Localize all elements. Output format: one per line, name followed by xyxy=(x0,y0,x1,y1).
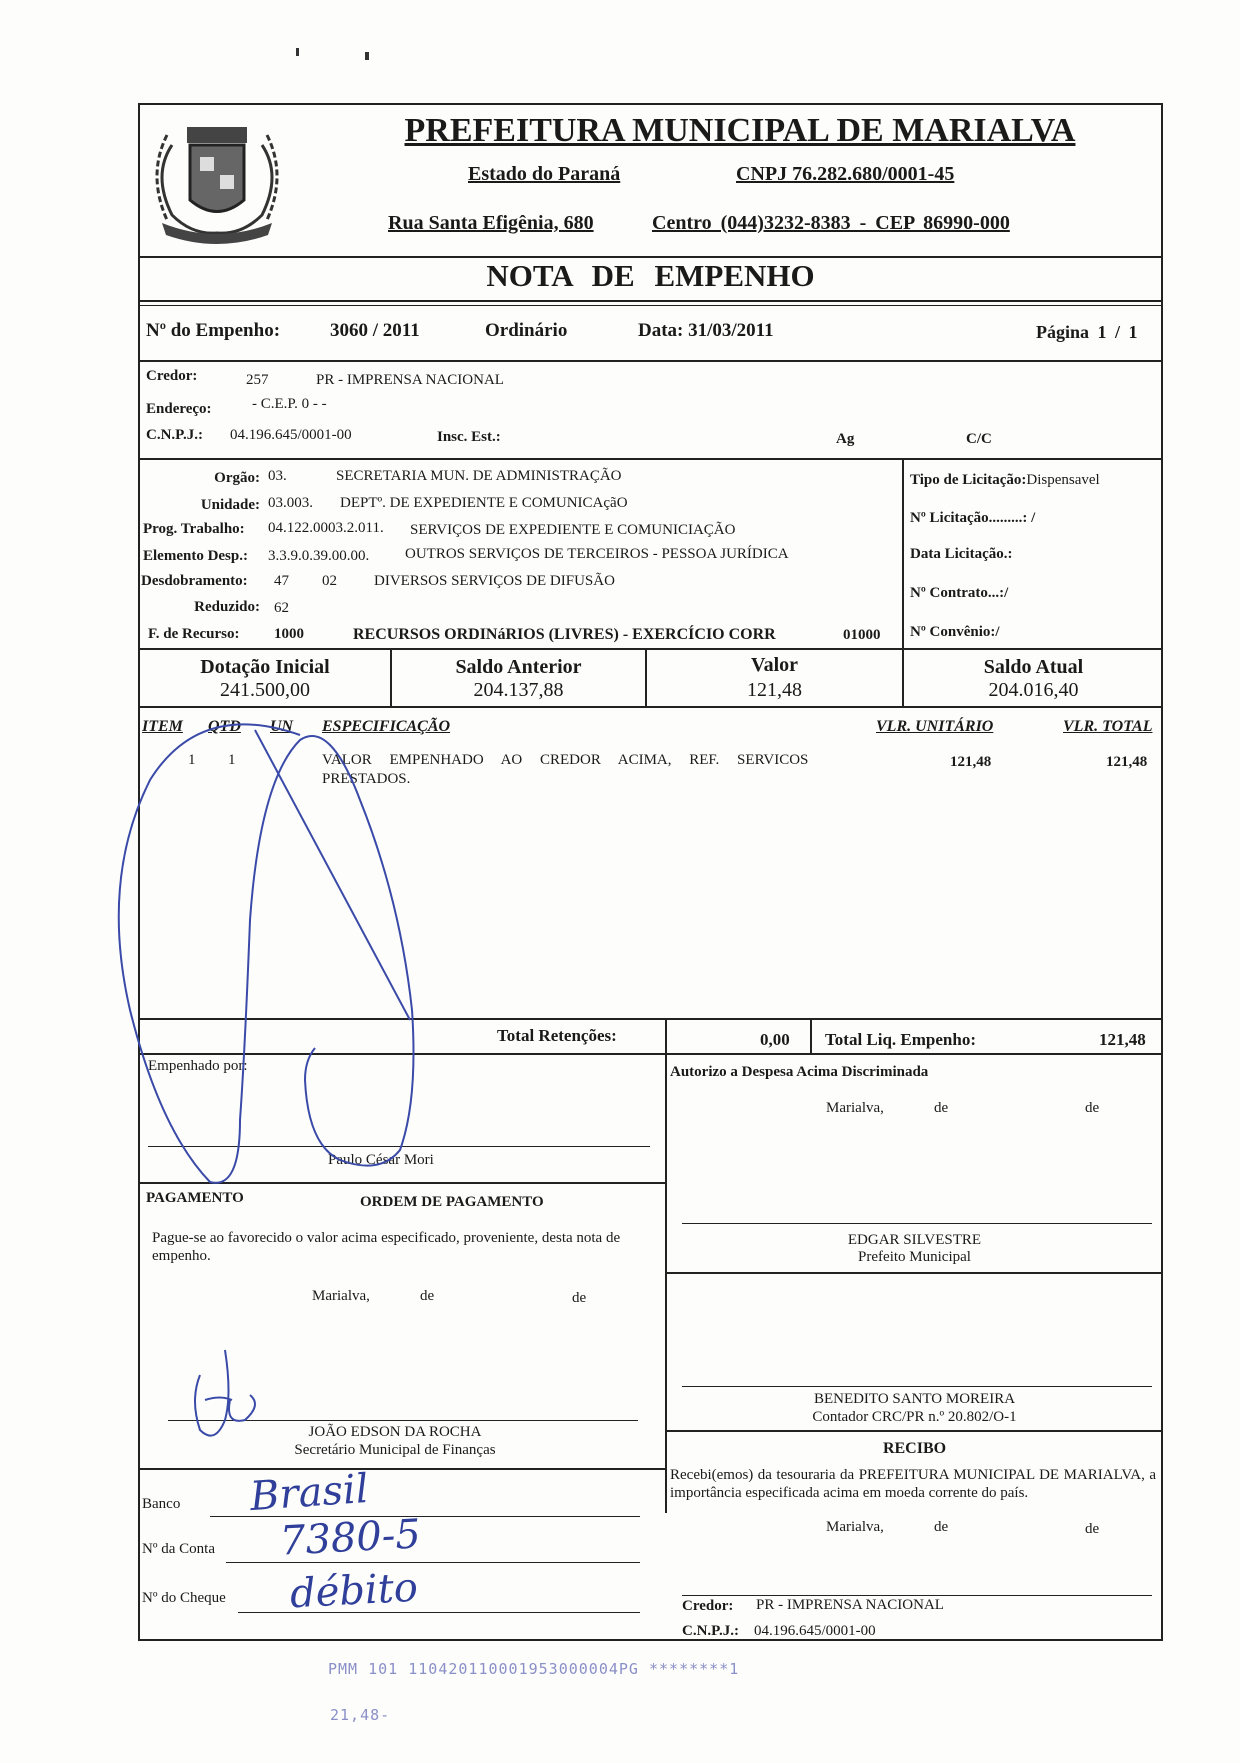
saldo-anterior-value: 204.137,88 xyxy=(473,679,564,701)
pagamento-de1: de xyxy=(420,1288,435,1304)
paulo-signature-loop xyxy=(119,724,414,1182)
desdobramento-label: Desdobramento: xyxy=(141,573,248,589)
recurso-label: F. de Recurso: xyxy=(148,626,240,642)
reduzido-label: Reduzido: xyxy=(194,599,260,615)
row-spec-line1: VALOR EMPENHADO AO CREDOR ACIMA, REF. SERVICOS xyxy=(322,752,809,768)
empenho-type: Ordinário xyxy=(485,320,568,341)
unidade-label: Unidade: xyxy=(200,497,260,513)
pagamento-place: Marialva, xyxy=(312,1288,370,1304)
prefeito-name: EDGAR SILVESTRE xyxy=(847,1232,982,1248)
address: Rua Santa Efigênia, 680 xyxy=(388,212,594,234)
elemento-code: 3.3.9.0.39.00.00. xyxy=(268,548,370,564)
prog-code: 04.122.0003.2.011. xyxy=(268,520,384,536)
retencoes-value: 0,00 xyxy=(760,1030,790,1049)
banco-handwritten: Brasil xyxy=(248,1465,370,1521)
recibo-cnpj: 04.196.645/0001-00 xyxy=(754,1623,876,1639)
licitacao-date: Data Licitação.: xyxy=(910,546,1013,562)
elemento-label: Elemento Desp.: xyxy=(143,548,248,564)
convenio-number: Nº Convênio:/ xyxy=(910,624,1000,640)
retencoes-label: Total Retenções: xyxy=(497,1026,617,1045)
col-header-vlr-total: VLR. TOTAL xyxy=(1063,718,1153,735)
doc-title: NOTA DE EMPENHO xyxy=(486,258,815,293)
licitacao-number: Nº Licitação.........: / xyxy=(910,510,1036,526)
unidade: DEPTº. DE EXPEDIENTE E COMUNICAçãO xyxy=(340,495,628,511)
cnpj-label: C.N.P.J.: xyxy=(146,427,203,443)
col-header-un: UN xyxy=(270,718,294,735)
credor-cnpj: 04.196.645/0001-00 xyxy=(230,427,352,443)
liquido-value: 121,48 xyxy=(1099,1030,1146,1049)
pagamento-text: Pague-se ao favorecido o valor acima especificado, proveniente, desta nota de empenho. xyxy=(152,1230,621,1264)
endereco-label: Endereço: xyxy=(146,401,212,417)
cheque-handwritten: débito xyxy=(288,1564,419,1618)
contrato-number: Nº Contrato...:/ xyxy=(910,585,1009,601)
contador-role: Contador CRC/PR n.º 20.802/O-1 xyxy=(812,1409,1017,1425)
empenhado-label: Empenhado por: xyxy=(148,1058,248,1074)
ordem-pagamento-label: ORDEM DE PAGAMENTO xyxy=(360,1194,544,1210)
row-qtd: 1 xyxy=(228,752,236,768)
page-number: Página 1 / 1 xyxy=(1036,322,1138,342)
prog-label: Prog. Trabalho: xyxy=(143,521,245,537)
row-unit-price: 121,48 xyxy=(950,754,992,770)
dotacao-value: 241.500,00 xyxy=(220,679,310,701)
empenho-number: 3060 / 2011 xyxy=(330,320,420,341)
recibo-place: Marialva, xyxy=(826,1519,884,1535)
secretario-name: JOÃO EDSON DA ROCHA xyxy=(308,1424,482,1440)
recibo-credor-label: Credor: xyxy=(682,1598,734,1614)
autorizo-de1: de xyxy=(934,1100,949,1116)
contact-line: Centro (044)3232-8383 - CEP 86990-000 xyxy=(652,212,1010,234)
valor-value: 121,48 xyxy=(747,679,802,701)
contador-name: BENEDITO SANTO MOREIRA xyxy=(813,1391,1016,1407)
col-header-qtd: QTD xyxy=(208,718,241,735)
conta-label: Nº da Conta xyxy=(142,1541,215,1557)
col-header-item: ITEM xyxy=(142,718,183,735)
valor-label: Valor xyxy=(750,654,799,676)
orgao: SECRETARIA MUN. DE ADMINISTRAÇÃO xyxy=(336,468,622,484)
recurso-sub: 01000 xyxy=(843,627,881,643)
unidade-code: 03.003. xyxy=(268,495,313,511)
endereco: - C.E.P. 0 - - xyxy=(252,396,327,412)
empenhado-signer: Paulo César Mori xyxy=(328,1152,434,1168)
dotacao-label: Dotação Inicial xyxy=(200,656,330,678)
insc-est-label: Insc. Est.: xyxy=(437,429,501,445)
pagamento-label: PAGAMENTO xyxy=(146,1190,244,1206)
ag-label: Ag xyxy=(836,431,855,447)
orgao-code: 03. xyxy=(268,468,287,484)
tipo-licitacao-value: Dispensavel xyxy=(1026,472,1100,488)
desdobramento-code: 47 xyxy=(274,573,289,589)
saldo-atual-value: 204.016,40 xyxy=(988,679,1079,701)
processing-stamp: PMM 101 110420110001953000004PG ********1 xyxy=(328,1660,740,1678)
credor-name: PR - IMPRENSA NACIONAL xyxy=(316,372,504,388)
liquido-label: Total Liq. Empenho: xyxy=(825,1030,976,1049)
credor-label: Credor: xyxy=(146,368,198,384)
banco-label: Banco xyxy=(142,1496,181,1512)
empenho-date: Data: 31/03/2011 xyxy=(638,320,774,341)
joao-signature xyxy=(195,1350,255,1436)
recibo-de1: de xyxy=(934,1519,949,1535)
recurso: RECURSOS ORDINáRIOS (LIVRES) - EXERCÍCIO CORR xyxy=(353,626,776,643)
row-item: 1 xyxy=(188,752,196,768)
credor-code: 257 xyxy=(246,372,269,388)
row-spec-line2: PRESTADOS. xyxy=(322,771,411,787)
tipo-licitacao-label: Tipo de Licitação: xyxy=(910,472,1027,488)
reduzido: 62 xyxy=(274,600,289,616)
cheque-label: Nº do Cheque xyxy=(142,1590,226,1606)
desdobramento-sub: 02 xyxy=(322,573,337,589)
row-total: 121,48 xyxy=(1106,754,1148,770)
cc-label: C/C xyxy=(966,431,992,447)
empenho-number-label: Nº do Empenho: xyxy=(146,320,281,341)
orgao-label: Orgão: xyxy=(214,470,260,486)
recurso-code: 1000 xyxy=(274,626,304,642)
autorizo-label: Autorizo a Despesa Acima Discriminada xyxy=(670,1064,929,1080)
prog: SERVIÇOS DE EXPEDIENTE E COMUNICIAÇÃO xyxy=(410,522,736,538)
recibo-credor: PR - IMPRENSA NACIONAL xyxy=(756,1597,944,1613)
saldo-atual-label: Saldo Atual xyxy=(983,656,1084,678)
pagamento-de2: de xyxy=(572,1290,587,1306)
recibo-cnpj-label: C.N.P.J.: xyxy=(682,1623,739,1639)
org-title: PREFEITURA MUNICIPAL DE MARIALVA xyxy=(404,112,1076,149)
col-header-especificacao: ESPECIFICAÇÃO xyxy=(322,718,451,735)
recibo-de2: de xyxy=(1085,1521,1100,1537)
autorizo-place: Marialva, xyxy=(826,1100,884,1116)
autorizo-de2: de xyxy=(1085,1100,1100,1116)
recibo-title: RECIBO xyxy=(882,1440,947,1457)
paulo-signature-stroke xyxy=(255,730,410,1020)
col-header-vlr-unitario: VLR. UNITÁRIO xyxy=(876,718,994,735)
saldo-anterior-label: Saldo Anterior xyxy=(455,656,582,678)
secretario-role: Secretário Municipal de Finanças xyxy=(294,1442,496,1458)
cnpj: CNPJ 76.282.680/0001-45 xyxy=(736,163,955,185)
elemento: OUTROS SERVIÇOS DE TERCEIROS - PESSOA JURÍDICA xyxy=(405,546,789,562)
amount-stamp: 21,48- xyxy=(330,1706,391,1724)
desdobramento: DIVERSOS SERVIÇOS DE DIFUSÃO xyxy=(374,573,615,589)
prefeito-role: Prefeito Municipal xyxy=(858,1249,971,1265)
recibo-text: Recebi(emos) da tesouraria da PREFEITURA MUNICIPAL DE MARIALVA, a importância especificada acima em moeda corrente do país. xyxy=(670,1467,1156,1501)
conta-handwritten: 7380-5 xyxy=(278,1511,422,1565)
state-name: Estado do Paraná xyxy=(468,163,621,185)
